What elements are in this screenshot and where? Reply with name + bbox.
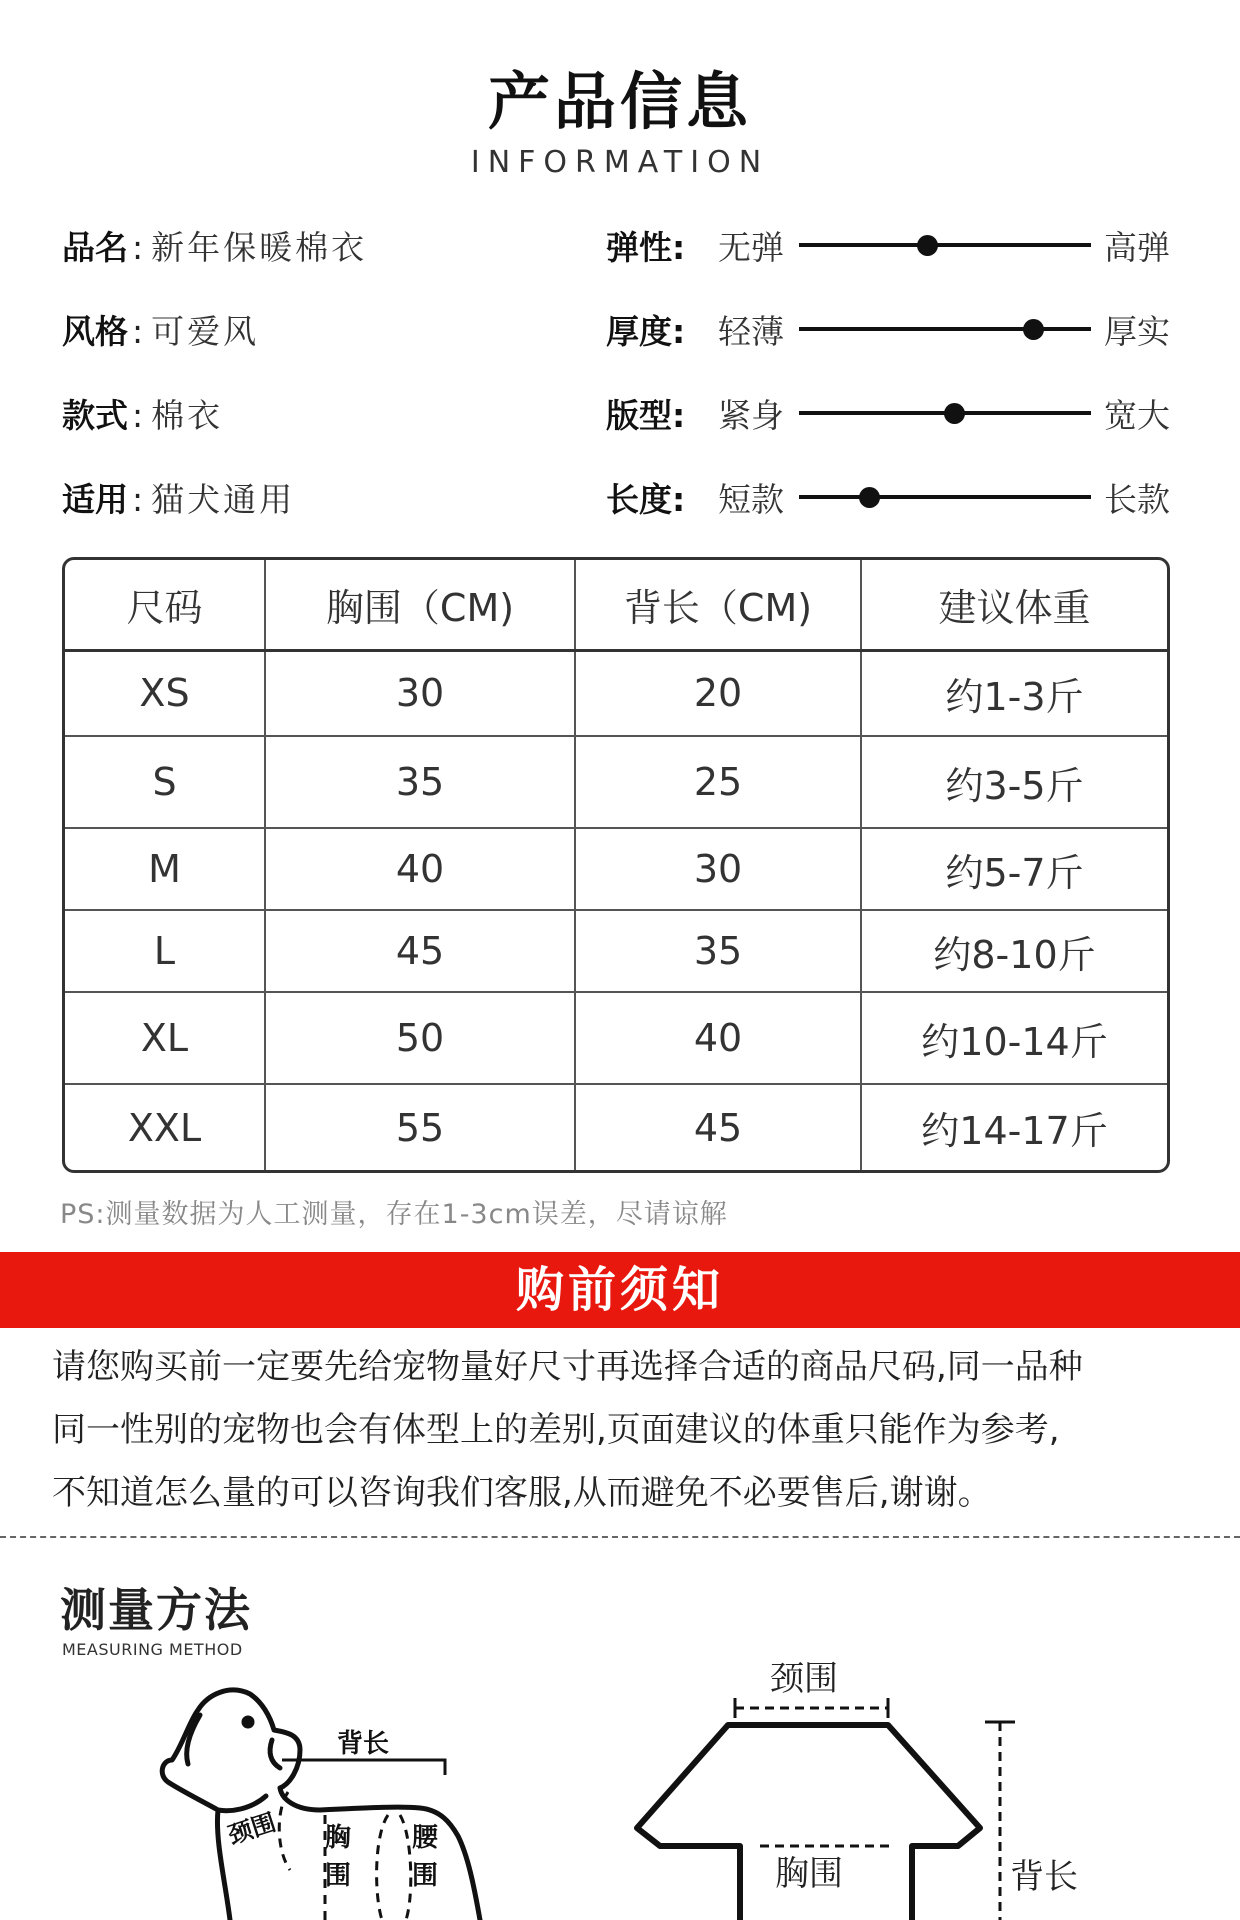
attr-row-suitable: 适用 : 猫犬通用 <box>62 480 296 519</box>
col-header-size: 尺码 <box>65 560 265 650</box>
section-divider <box>0 1536 1240 1538</box>
scale-marker <box>944 403 965 424</box>
table-row <box>65 650 1167 736</box>
cell-weight: 约1-3斤 <box>861 650 1167 736</box>
cell-chest: 50 <box>265 992 575 1084</box>
cell-back: 45 <box>575 1084 861 1170</box>
notice-line: 同一性别的宠物也会有体型上的差别,页面建议的体重只能作为参考, <box>52 1410 1060 1450</box>
attr-value: 可爱风 <box>151 312 260 351</box>
table-row <box>65 828 1167 910</box>
measuring-subtitle: MEASURING METHOD <box>62 1640 243 1659</box>
scale-min-label: 紧身 <box>718 396 784 435</box>
col-header-weight: 建议体重 <box>861 560 1167 650</box>
attr-label: 适用 <box>62 480 128 519</box>
cell-size: XXL <box>65 1084 265 1170</box>
scale-track <box>799 327 1091 331</box>
scale-max-label: 宽大 <box>1104 396 1170 435</box>
scale-label: 厚度: <box>606 312 686 351</box>
cell-back: 20 <box>575 650 861 736</box>
scale-label: 长度: <box>606 480 686 519</box>
attr-row-type: 款式 : 棉衣 <box>62 396 224 435</box>
cell-weight: 约10-14斤 <box>861 992 1167 1084</box>
scale-thickness <box>606 306 1196 390</box>
scale-max-label: 高弹 <box>1104 228 1170 267</box>
cell-chest: 45 <box>265 910 575 992</box>
coat-label-back: 背长 <box>1010 1857 1078 1897</box>
cell-weight: 约3-5斤 <box>861 736 1167 828</box>
scale-marker <box>917 235 938 256</box>
table-row <box>65 910 1167 992</box>
scale-min-label: 无弹 <box>718 228 784 267</box>
scale-marker <box>1023 319 1044 340</box>
scale-fit <box>606 390 1196 474</box>
measuring-title: 测量方法 <box>60 1583 252 1637</box>
cell-chest: 30 <box>265 650 575 736</box>
attr-value: 新年保暖棉衣 <box>151 228 368 267</box>
scale-length <box>606 474 1196 558</box>
dog-label-waist-b: 围 <box>412 1861 439 1891</box>
cell-size: XL <box>65 992 265 1084</box>
coat-label-neck: 颈围 <box>770 1660 838 1699</box>
cell-weight: 约5-7斤 <box>861 828 1167 910</box>
attr-label: 品名 <box>62 228 128 267</box>
dog-label-chest-b: 围 <box>325 1861 352 1891</box>
scale-label: 版型: <box>606 396 686 435</box>
scale-track <box>799 411 1091 415</box>
scale-elasticity <box>606 222 1196 306</box>
cell-size: S <box>65 736 265 828</box>
scale-min-label: 轻薄 <box>718 312 784 351</box>
table-row <box>65 1084 1167 1170</box>
notice-line: 不知道怎么量的可以咨询我们客服,从而避免不必要售后,谢谢。 <box>52 1473 992 1513</box>
cell-back: 30 <box>575 828 861 910</box>
cell-weight: 约14-17斤 <box>921 1109 1108 1153</box>
product-attributes <box>62 222 367 558</box>
table-row <box>65 736 1167 828</box>
scale-label: 弹性: <box>606 228 686 267</box>
col-header-chest: 胸围（CM) <box>265 560 575 650</box>
dog-label-waist-a: 腰 <box>412 1823 439 1853</box>
scale-max-label: 厚实 <box>1104 312 1170 351</box>
size-table-header <box>65 560 1167 650</box>
cell-size: L <box>65 910 265 992</box>
cell-size: XS <box>65 650 265 736</box>
attr-label: 风格 <box>62 312 128 351</box>
cell-back: 40 <box>575 992 861 1084</box>
measuring-diagram <box>0 1660 1240 1920</box>
attr-row-style: 风格 : 可爱风 <box>62 312 260 351</box>
scale-track <box>799 243 1091 247</box>
page-subtitle: INFORMATION <box>470 145 770 180</box>
page-title: 产品信息 <box>487 65 752 138</box>
cell-chest: 35 <box>265 736 575 828</box>
cell-back: 35 <box>575 910 861 992</box>
scale-track <box>799 495 1091 499</box>
cell-chest: 40 <box>265 828 575 910</box>
cell-chest: 55 <box>265 1084 575 1170</box>
measurement-note: PS:测量数据为人工测量，存在1-3cm误差，尽请谅解 <box>60 1199 728 1230</box>
scale-min-label: 短款 <box>718 480 784 519</box>
cell-back: 25 <box>575 736 861 828</box>
dog-label-back: 背长 <box>337 1729 390 1759</box>
scale-marker <box>859 487 880 508</box>
attribute-scales <box>606 222 1196 558</box>
cell-weight: 约8-10斤 <box>861 910 1167 992</box>
attr-value: 猫犬通用 <box>151 480 296 519</box>
col-header-back: 背长（CM) <box>575 560 861 650</box>
dog-label-neck: 颈围 <box>224 1808 280 1850</box>
size-chart <box>62 557 1170 1173</box>
dog-label-chest-a: 胸 <box>325 1823 352 1853</box>
notice-text <box>52 1336 1212 1525</box>
coat-label-chest: 胸围 <box>775 1854 843 1894</box>
scale-max-label: 长款 <box>1104 480 1170 519</box>
attr-row-name: 品名 : 新年保暖棉衣 <box>62 228 368 267</box>
notice-line: 请您购买前一定要先给宠物量好尺寸再选择合适的商品尺码,同一品种 <box>52 1347 1083 1387</box>
table-row <box>65 992 1167 1084</box>
attr-value: 棉衣 <box>151 396 224 435</box>
attr-label: 款式 <box>62 396 128 435</box>
cell-size: M <box>65 828 265 910</box>
notice-banner: 购前须知 <box>0 1252 1240 1328</box>
